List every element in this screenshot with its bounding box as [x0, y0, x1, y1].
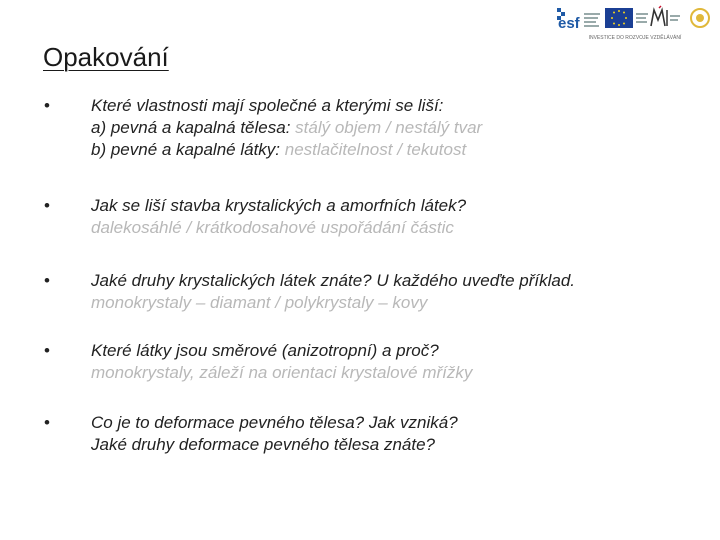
question-text: Které látky jsou směrové (anizotropní) a proč?: [91, 341, 439, 360]
question-text: Co je to deformace pevného tělesa? Jak vzniká?: [91, 413, 458, 432]
question-text: b) pevné a kapalné látky:: [91, 140, 281, 159]
esf-label: esf: [558, 15, 580, 32]
question-text: Jaké druhy deformace pevného tělesa znáte?: [91, 435, 436, 454]
answer-text: monokrystaly – diamant / polykrystaly – kovy: [91, 293, 428, 312]
answer-text: nestlačitelnost / tekutost: [280, 140, 467, 159]
question-text: a) pevná a kapalná tělesa:: [91, 118, 291, 137]
question-line-b: [91, 139, 711, 161]
bullet: •: [44, 196, 50, 215]
question-text: Které vlastnosti mají společné a kterými se liší:: [91, 96, 444, 115]
bullet: •: [44, 341, 50, 360]
answer-text: stálý objem / nestálý tvar: [290, 118, 483, 137]
eu-flag-icon: [605, 8, 648, 28]
logo-caption: INVESTICE DO ROZVOJE VZDĚLÁVÁNÍ: [588, 35, 682, 41]
question-line-a: [91, 117, 711, 139]
bullet: •: [44, 413, 50, 432]
answer-text: monokrystaly, záleží na orientaci krystalové mřížky: [91, 363, 473, 382]
answer-text: dalekosáhlé / krátkodosahové uspořádání částic: [91, 218, 454, 237]
funding-logo-bar: [555, 4, 715, 42]
question-text: Jaké druhy krystalických látek znáte? U každého uveďte příklad.: [91, 271, 576, 290]
question-text: Jak se liší stavba krystalických a amorfních látek?: [91, 196, 467, 215]
esf-logo: [557, 8, 600, 32]
funding-logos: [555, 4, 715, 42]
bullet: •: [44, 271, 50, 290]
msmt-logo: [651, 6, 680, 26]
op-logo: [691, 9, 709, 27]
bullet: •: [44, 96, 50, 115]
slide-title: Opakování: [43, 42, 169, 72]
